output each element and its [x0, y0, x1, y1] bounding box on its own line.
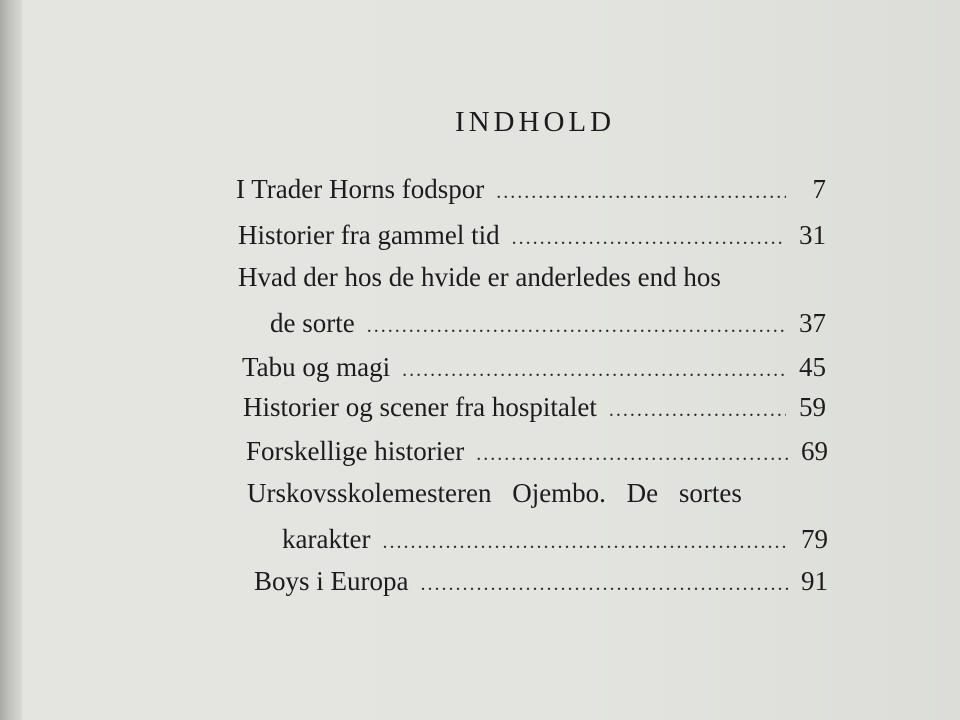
toc-entry-page: 31	[799, 220, 826, 250]
toc-entry-title: Boys i Europa	[254, 566, 409, 596]
toc-entry-title: Historier og scener fra hospitalet	[243, 392, 597, 422]
toc-entry	[236, 174, 826, 205]
toc-entry-page: 79	[801, 524, 828, 554]
toc-entry	[242, 352, 826, 383]
toc-entry	[247, 478, 787, 509]
toc-entry-page: 69	[801, 436, 828, 466]
leader-dots	[402, 359, 786, 382]
leader-dots	[496, 181, 786, 204]
toc-entry-title: Urskovsskolemesteren Ojembo. De sortes	[247, 478, 742, 508]
toc-entry-page: 7	[812, 174, 826, 204]
toc-entry	[270, 308, 826, 339]
toc-entry	[254, 566, 828, 597]
toc-heading: INDHOLD	[454, 106, 616, 138]
toc-entry	[238, 220, 826, 251]
toc-entry-page: 59	[799, 392, 826, 422]
leader-dots	[476, 443, 788, 466]
toc-entry-title: karakter	[282, 524, 371, 554]
toc-entry-title: de sorte	[270, 308, 355, 338]
leader-dots	[421, 573, 789, 596]
toc-entry-page: 37	[799, 308, 826, 338]
leader-dots	[367, 315, 786, 338]
toc-entry-title: Hvad der hos de hvide er anderledes end hos	[238, 262, 721, 292]
leader-dots	[512, 227, 786, 250]
toc-entry	[243, 392, 826, 423]
toc-entry-title: Historier fra gammel tid	[238, 220, 500, 250]
toc-entry	[238, 262, 784, 293]
toc-entry-title: Tabu og magi	[242, 352, 391, 382]
leader-dots	[609, 399, 786, 422]
toc-entry-title: I Trader Horns fodspor	[236, 174, 485, 204]
toc-entry	[282, 524, 828, 555]
toc-entry-page: 45	[799, 352, 826, 382]
toc-entry-page: 91	[801, 566, 828, 596]
toc-entry	[246, 436, 828, 467]
toc-entry-title: Forskellige historier	[246, 436, 465, 466]
leader-dots	[382, 531, 788, 554]
